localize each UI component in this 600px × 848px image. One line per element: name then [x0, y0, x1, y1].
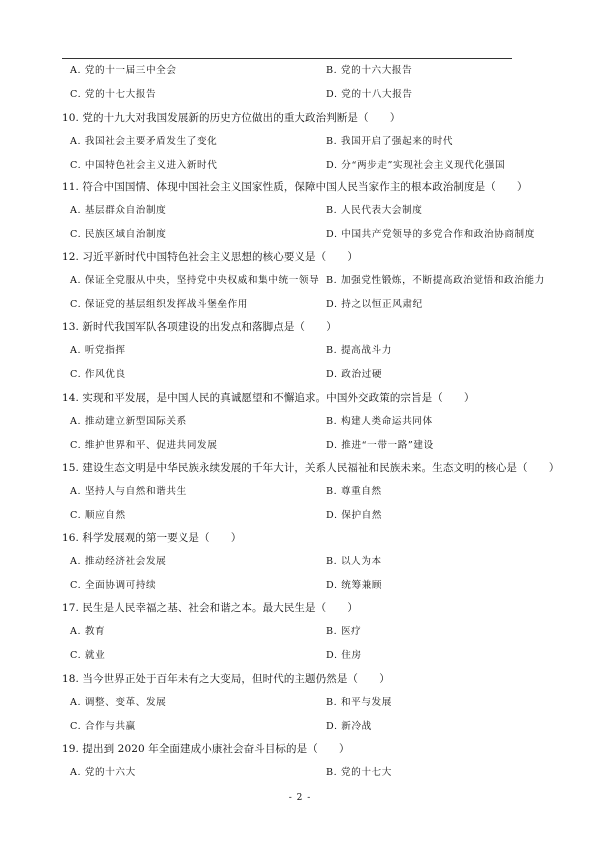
question-10-option-a: A. 我国社会主要矛盾发生了变化	[70, 136, 218, 147]
question-11-option-a: A. 基层群众自治制度	[70, 205, 167, 216]
question-17-option-d: D. 住房	[326, 650, 362, 661]
question-13-option-c: C. 作风优良	[70, 369, 126, 380]
question-19-option-a: A. 党的十六大	[70, 767, 136, 778]
question-14-option-c: C. 维护世界和平、促进共同发展	[70, 440, 218, 451]
question-11-option-c: C. 民族区域自治制度	[70, 229, 167, 240]
question-stem: 17. 民生是人民幸福之基、社会和谐之本。最大民生是（ ）	[62, 602, 359, 614]
question-17-option-c: C. 就业	[70, 650, 106, 661]
question-stem: 11. 符合中国国情、体现中国社会主义国家性质，保障中国人民当家作主的根本政治制度是（ ）	[62, 181, 528, 193]
question-18-option-c: C. 合作与共赢	[70, 721, 136, 732]
question-13-option-b: B. 提高战斗力	[326, 345, 392, 356]
question-10-option-b: B. 我国开启了强起来的时代	[326, 136, 454, 147]
question-12-option-c: C. 保证党的基层组织发挥战斗堡垒作用	[70, 299, 248, 310]
question-10-option-d: D. 分“两步走”实现社会主义现代化强国	[326, 160, 506, 171]
question-12-option-b: B. 加强党性锻炼，不断提高政治觉悟和政治能力	[326, 275, 545, 286]
question-17-option-a: A. 教育	[70, 626, 106, 637]
question-16-option-d: D. 统筹兼顾	[326, 580, 383, 591]
question-15-option-b: B. 尊重自然	[326, 486, 382, 497]
question-18-option-a: A. 调整、变革、发展	[70, 697, 167, 708]
question-stem: 15. 建设生态文明是中华民族永续发展的千年大计，关系人民福祉和民族未来。生态文明的核心是（ ）	[62, 462, 560, 474]
question-stem: 14. 实现和平发展，是中国人民的真诚愿望和不懈追求。中国外交政策的宗旨是（ ）	[62, 392, 475, 404]
question-17-option-b: B. 医疗	[326, 626, 362, 637]
question-14-option-a: A. 推动建立新型国际关系	[70, 416, 187, 427]
question-15-option-c: C. 顺应自然	[70, 510, 126, 521]
question-stem: 16. 科学发展观的第一要义是（ ）	[62, 532, 242, 544]
question-16-option-a: A. 推动经济社会发展	[70, 556, 167, 567]
question-stem: 19. 提出到 2020 年全面建成小康社会奋斗目标的是（ ）	[62, 743, 350, 755]
question-13-option-d: D. 政治过硬	[326, 369, 383, 380]
continued-option-a: A. 党的十一届三中全会	[70, 65, 177, 76]
question-14-option-b: B. 构建人类命运共同体	[326, 416, 433, 427]
question-16-option-c: C. 全面协调可持续	[70, 580, 157, 591]
question-12-option-a: A. 保证全党服从中央，坚持党中央权威和集中统一领导	[70, 275, 320, 286]
question-10-option-c: C. 中国特色社会主义进入新时代	[70, 160, 218, 171]
question-18-option-b: B. 和平与发展	[326, 697, 392, 708]
continued-option-d: D. 党的十八大报告	[326, 89, 413, 100]
question-stem: 10. 党的十九大对我国发展新的历史方位做出的重大政治判断是（ ）	[62, 112, 401, 124]
question-15-option-d: D. 保护自然	[326, 510, 383, 521]
question-stem: 13. 新时代我国军队各项建设的出发点和落脚点是（ ）	[62, 321, 337, 333]
question-11-option-b: B. 人民代表大会制度	[326, 205, 423, 216]
question-19-option-b: B. 党的十七大	[326, 767, 392, 778]
question-12-option-d: D. 持之以恒正风肃纪	[326, 299, 423, 310]
question-11-option-d: D. 中国共产党领导的多党合作和政治协商制度	[326, 229, 535, 240]
question-13-option-a: A. 听党指挥	[70, 345, 126, 356]
question-15-option-a: A. 坚持人与自然和谐共生	[70, 486, 187, 497]
question-stem: 18. 当今世界正处于百年未有之大变局，但时代的主题仍然是（ ）	[62, 673, 390, 685]
question-18-option-d: D. 新冷战	[326, 721, 372, 732]
question-16-option-b: B. 以人为本	[326, 556, 382, 567]
question-14-option-d: D. 推进“一带一路”建设	[326, 440, 434, 451]
continued-option-c: C. 党的十七大报告	[70, 89, 157, 100]
page-number: - 2 -	[288, 793, 312, 803]
question-stem: 12. 习近平新时代中国特色社会主义思想的核心要义是（ ）	[62, 251, 359, 263]
continued-option-b: B. 党的十六大报告	[326, 65, 413, 76]
